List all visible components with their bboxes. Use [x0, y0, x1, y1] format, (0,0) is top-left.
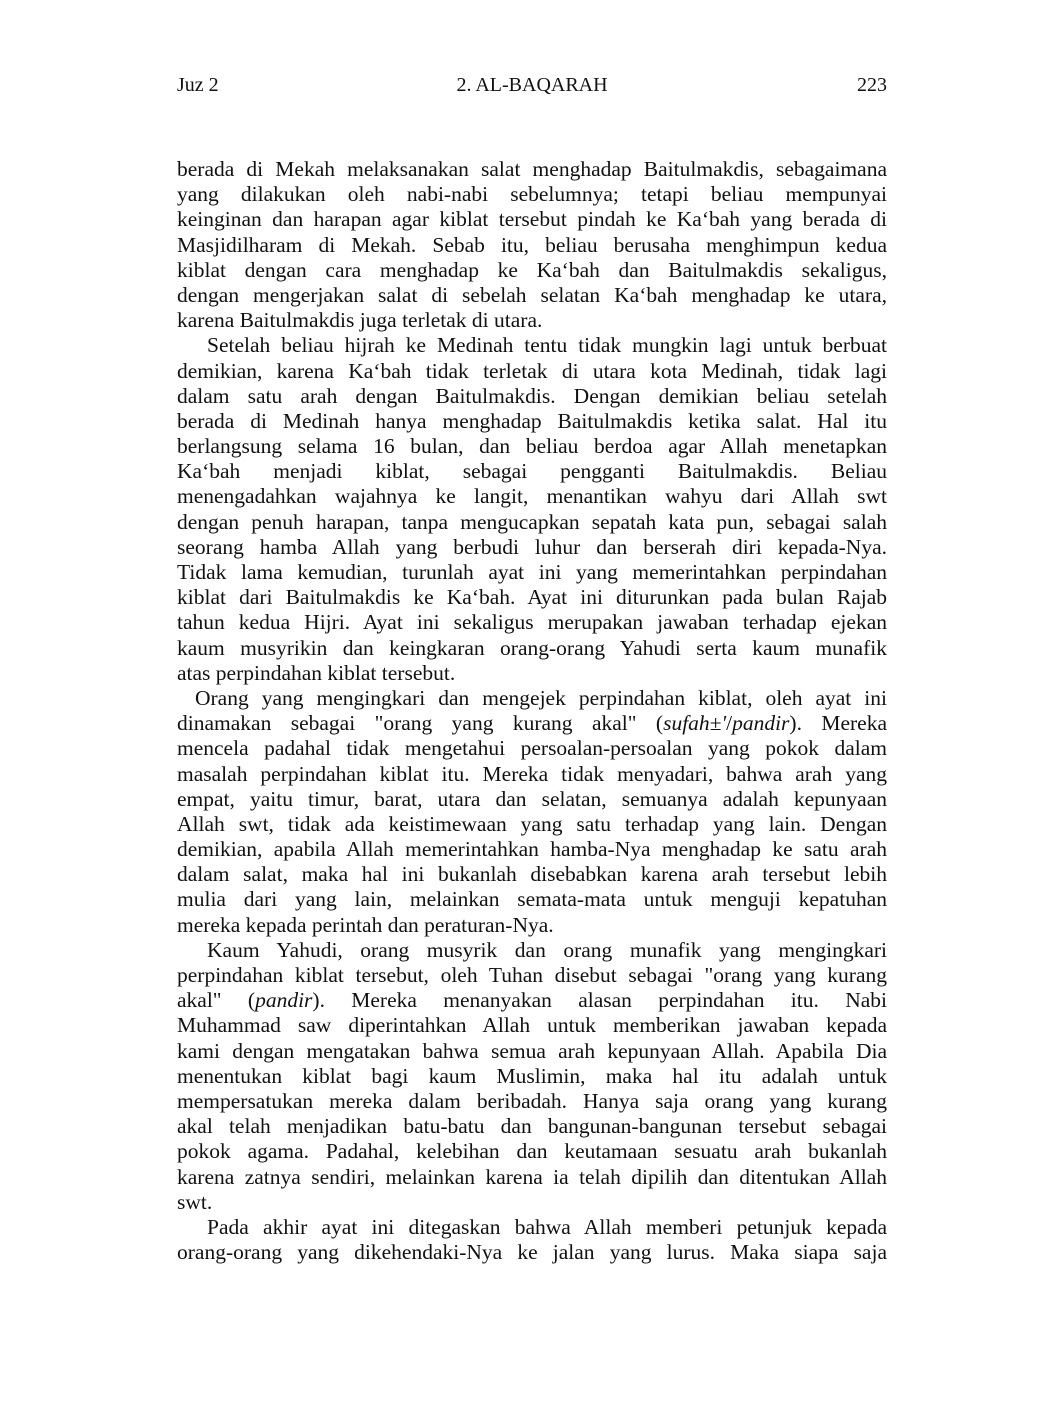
- paragraph: [177, 157, 887, 333]
- text-line: keinginan dan harapan agar kiblat tersebut pindah ke Ka‘bah yang berada di: [177, 207, 887, 232]
- text-run: /: [726, 711, 733, 736]
- text-line: Setelah beliau hijrah ke Medinah tentu tidak mungkin lagi untuk berbuat: [207, 333, 887, 358]
- text-line: dengan penuh harapan, tanpa mengucapkan sepatah kata pun, sebagai salah: [177, 509, 887, 534]
- text-line: akal telah menjadikan batu-batu dan bangunan-bangunan tersebut sebagai: [177, 1114, 887, 1139]
- text-line: kami dengan mengatakan bahwa semua arah kepunyaan Allah. Apabila Dia: [177, 1038, 887, 1063]
- text-run: ). Mereka menanyakan alasan perpindahan itu. Nabi: [312, 988, 887, 1013]
- text-run: dinamakan sebagai "orang yang kurang akal" (: [177, 711, 664, 736]
- chapter-title: 2. AL-BAQARAH: [456, 74, 608, 96]
- text-line: [177, 988, 887, 1013]
- text-run: akal" (: [177, 988, 256, 1013]
- text-line: perpindahan kiblat tersebut, oleh Tuhan disebut sebagai "orang yang kurang: [177, 963, 887, 987]
- text-line: Muhammad saw diperintahkan Allah untuk memberikan jawaban kepada: [177, 1013, 887, 1038]
- text-line: berada di Mekah melaksanakan salat menghadap Baitulmakdis, sebagaimana: [177, 157, 887, 181]
- text-line: demikian, apabila Allah memerintahkan hamba-Nya menghadap ke satu arah: [177, 837, 887, 862]
- text-line: atas perpindahan kiblat tersebut.: [177, 660, 456, 685]
- text-line: masalah perpindahan kiblat itu. Mereka tidak menyadari, bahwa arah yang: [177, 761, 887, 786]
- text-line: Ka‘bah menjadi kiblat, sebagai pengganti Baitulmakdis. Beliau: [177, 459, 887, 484]
- text-line: Orang yang mengingkari dan mengejek perpindahan kiblat, oleh ayat ini: [195, 685, 887, 710]
- text-line: mempersatukan mereka dalam beribadah. Hanya saja orang yang kurang: [177, 1088, 887, 1113]
- text-line: menengadahkan wajahnya ke langit, menantikan wahyu dari Allah swt: [177, 484, 887, 509]
- text-line: kaum musyrikin dan keingkaran orang-orang Yahudi serta kaum munafik: [177, 635, 887, 660]
- text-line: yang dilakukan oleh nabi-nabi sebelumnya; tetapi beliau mempunyai: [177, 182, 887, 207]
- italic-term: sufah±': [663, 711, 727, 736]
- text-line: mulia dari yang lain, melainkan semata-mata untuk menguji kepatuhan: [177, 887, 887, 912]
- juz-label: Juz 2: [177, 74, 219, 96]
- text-line: pokok agama. Padahal, kelebihan dan keutamaan sesuatu arah bukanlah: [177, 1139, 887, 1164]
- text-line: Tidak lama kemudian, turunlah ayat ini yang memerintahkan perpindahan: [177, 560, 887, 584]
- text-line: dalam salat, maka hal ini bukanlah disebabkan karena arah tersebut lebih: [177, 862, 887, 887]
- page-number: 223: [857, 74, 887, 96]
- paragraph: [177, 686, 887, 938]
- page-header: [177, 72, 887, 102]
- paragraph: [177, 938, 887, 1215]
- text-line: [177, 711, 887, 736]
- text-line: kiblat dari Baitulmakdis ke Ka‘bah. Ayat ini diturunkan pada bulan Rajab: [177, 585, 887, 610]
- text-line: seorang hamba Allah yang berbudi luhur dan berserah diri kepada-Nya.: [177, 534, 887, 559]
- text-line: Pada akhir ayat ini ditegaskan bahwa Allah memberi petunjuk kepada: [207, 1214, 887, 1239]
- text-line: Masjidilharam di Mekah. Sebab itu, beliau berusaha menghimpun kedua: [177, 232, 887, 257]
- text-line: kiblat dengan cara menghadap ke Ka‘bah dan Baitulmakdis sekaligus,: [177, 257, 887, 282]
- text-line: karena zatnya sendiri, melainkan karena ia telah dipilih dan ditentukan Allah: [177, 1164, 887, 1189]
- page-body: [177, 157, 887, 1265]
- text-line: menentukan kiblat bagi kaum Muslimin, maka hal itu adalah untuk: [177, 1063, 887, 1088]
- text-line: dalam satu arah dengan Baitulmakdis. Dengan demikian beliau setelah: [177, 383, 887, 408]
- text-line: swt.: [177, 1189, 213, 1214]
- text-line: mereka kepada perintah dan peraturan-Nya.: [177, 912, 554, 937]
- paragraph: [177, 1215, 887, 1265]
- text-run: ). Mereka: [789, 711, 887, 736]
- text-line: berada di Medinah hanya menghadap Baitulmakdis ketika salat. Hal itu: [177, 408, 887, 433]
- text-line: dengan mengerjakan salat di sebelah selatan Ka‘bah menghadap ke utara,: [177, 282, 887, 307]
- text-line: empat, yaitu timur, barat, utara dan selatan, semuanya adalah kepunyaan: [177, 786, 887, 811]
- text-line: orang-orang yang dikehendaki-Nya ke jalan yang lurus. Maka siapa saja: [177, 1240, 887, 1265]
- text-line: Allah swt, tidak ada keistimewaan yang satu terhadap yang lain. Dengan: [177, 811, 887, 836]
- text-line: demikian, karena Ka‘bah tidak terletak di utara kota Medinah, tidak lagi: [177, 358, 887, 383]
- italic-term: pandir: [255, 988, 313, 1013]
- text-line: berlangsung selama 16 bulan, dan beliau berdoa agar Allah menetapkan: [177, 434, 887, 459]
- text-line: mencela padahal tidak mengetahui persoalan-persoalan yang pokok dalam: [177, 736, 887, 761]
- italic-term: pandir: [732, 711, 790, 736]
- text-line: Kaum Yahudi, orang musyrik dan orang munafik yang mengingkari: [207, 937, 887, 962]
- text-line: tahun kedua Hijri. Ayat ini sekaligus merupakan jawaban terhadap ejekan: [177, 610, 887, 635]
- text-line: karena Baitulmakdis juga terletak di utara.: [177, 308, 543, 333]
- paragraph: [177, 333, 887, 686]
